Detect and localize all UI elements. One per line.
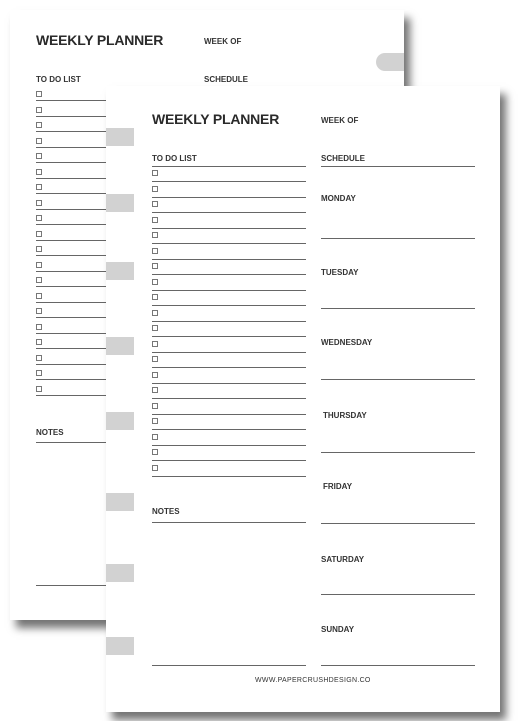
back-binder-hole-tab (376, 53, 404, 71)
todo-checkbox[interactable] (36, 91, 42, 97)
todo-checkbox[interactable] (152, 434, 158, 440)
todo-line (36, 131, 106, 132)
schedule-header-line (321, 166, 475, 167)
todo-checkbox[interactable] (36, 215, 42, 221)
todo-checkbox[interactable] (152, 217, 158, 223)
binder-hole-tab (106, 493, 134, 511)
todo-label: TO DO LIST (152, 154, 197, 163)
todo-line (152, 259, 306, 260)
day-label-thursday: THURSDAY (323, 411, 367, 420)
todo-header-line (152, 166, 306, 167)
day-line (321, 379, 475, 380)
todo-checkbox[interactable] (36, 277, 42, 283)
todo-checkbox[interactable] (152, 201, 158, 207)
todo-line (152, 243, 306, 244)
todo-line (36, 286, 106, 287)
todo-line (152, 181, 306, 182)
todo-checkbox[interactable] (152, 170, 158, 176)
notes-line (152, 522, 306, 523)
binder-hole-tab (106, 564, 134, 582)
front-planner-page (106, 86, 500, 712)
day-line (321, 308, 475, 309)
todo-checkbox[interactable] (36, 169, 42, 175)
todo-checkbox[interactable] (152, 325, 158, 331)
todo-line (36, 178, 106, 179)
week-of-label: WEEK OF (321, 116, 359, 125)
day-line (321, 452, 475, 453)
todo-line (152, 445, 306, 446)
todo-checkbox[interactable] (152, 465, 158, 471)
todo-line (152, 212, 306, 213)
todo-line (152, 367, 306, 368)
todo-line (36, 147, 106, 148)
todo-checkbox[interactable] (36, 339, 42, 345)
todo-checkbox[interactable] (152, 186, 158, 192)
website-footer: WWW.PAPERCRUSHDESIGN.CO (255, 677, 371, 684)
todo-checkbox[interactable] (152, 403, 158, 409)
binder-hole-tab (106, 337, 134, 355)
todo-line (36, 333, 106, 334)
todo-checkbox[interactable] (36, 200, 42, 206)
todo-checkbox[interactable] (36, 138, 42, 144)
todo-line (36, 209, 106, 210)
binder-hole-tab (106, 637, 134, 655)
day-line (321, 523, 475, 524)
todo-line (36, 255, 106, 256)
day-line (321, 238, 475, 239)
todo-checkbox[interactable] (152, 356, 158, 362)
todo-line (36, 395, 106, 396)
back-week-of-label: WEEK OF (204, 37, 242, 46)
back-page-title: WEEKLY PLANNER (36, 32, 164, 48)
todo-line (36, 302, 106, 303)
day-label-saturday: SATURDAY (321, 555, 365, 564)
todo-checkbox[interactable] (152, 387, 158, 393)
back-notes-label: NOTES (36, 428, 64, 437)
todo-line (36, 240, 106, 241)
todo-line (36, 193, 106, 194)
todo-checkbox[interactable] (152, 341, 158, 347)
todo-checkbox[interactable] (152, 232, 158, 238)
todo-checkbox[interactable] (36, 355, 42, 361)
todo-line (36, 224, 106, 225)
back-notes-line (36, 585, 106, 586)
todo-checkbox[interactable] (36, 153, 42, 159)
todo-checkbox[interactable] (152, 263, 158, 269)
todo-checkbox[interactable] (36, 308, 42, 314)
notes-line (152, 665, 306, 666)
todo-line (36, 364, 106, 365)
todo-checkbox[interactable] (152, 294, 158, 300)
todo-line (152, 321, 306, 322)
todo-checkbox[interactable] (36, 370, 42, 376)
back-todo-label: TO DO LIST (36, 75, 81, 84)
todo-line (152, 274, 306, 275)
day-label-tuesday: TUESDAY (321, 268, 359, 277)
todo-line (36, 317, 106, 318)
day-label-sunday: SUNDAY (321, 625, 355, 634)
page-title: WEEKLY PLANNER (152, 111, 280, 127)
todo-line (152, 336, 306, 337)
notes-label: NOTES (152, 507, 180, 516)
todo-line (152, 398, 306, 399)
todo-checkbox[interactable] (36, 184, 42, 190)
back-notes-line (36, 442, 106, 443)
todo-line (152, 352, 306, 353)
todo-checkbox[interactable] (152, 418, 158, 424)
todo-checkbox[interactable] (152, 279, 158, 285)
todo-checkbox[interactable] (152, 449, 158, 455)
todo-line (152, 305, 306, 306)
day-line (321, 665, 475, 666)
todo-line (36, 379, 106, 380)
todo-checkbox[interactable] (36, 122, 42, 128)
todo-line (36, 162, 106, 163)
todo-checkbox[interactable] (36, 246, 42, 252)
todo-checkbox[interactable] (152, 310, 158, 316)
back-schedule-label: SCHEDULE (204, 75, 249, 84)
todo-checkbox[interactable] (152, 372, 158, 378)
todo-line (36, 271, 106, 272)
schedule-label: SCHEDULE (321, 154, 366, 163)
todo-checkbox[interactable] (152, 248, 158, 254)
day-label-monday: MONDAY (321, 194, 356, 203)
binder-hole-tab (106, 128, 134, 146)
todo-checkbox[interactable] (36, 107, 42, 113)
binder-hole-tab (106, 194, 134, 212)
todo-line (36, 348, 106, 349)
binder-hole-tab (106, 262, 134, 280)
todo-line (152, 290, 306, 291)
binder-hole-tab (106, 412, 134, 430)
todo-line (36, 100, 106, 101)
todo-checkbox[interactable] (36, 293, 42, 299)
todo-line (152, 414, 306, 415)
day-label-wednesday: WEDNESDAY (321, 338, 373, 347)
todo-line (152, 197, 306, 198)
todo-checkbox[interactable] (36, 386, 42, 392)
todo-line (36, 116, 106, 117)
todo-line (152, 460, 306, 461)
todo-line (152, 383, 306, 384)
todo-checkbox[interactable] (36, 231, 42, 237)
todo-line (152, 476, 306, 477)
todo-checkbox[interactable] (36, 262, 42, 268)
todo-line (152, 228, 306, 229)
todo-line (152, 429, 306, 430)
day-line (321, 594, 475, 595)
day-label-friday: FRIDAY (323, 482, 353, 491)
todo-checkbox[interactable] (36, 324, 42, 330)
